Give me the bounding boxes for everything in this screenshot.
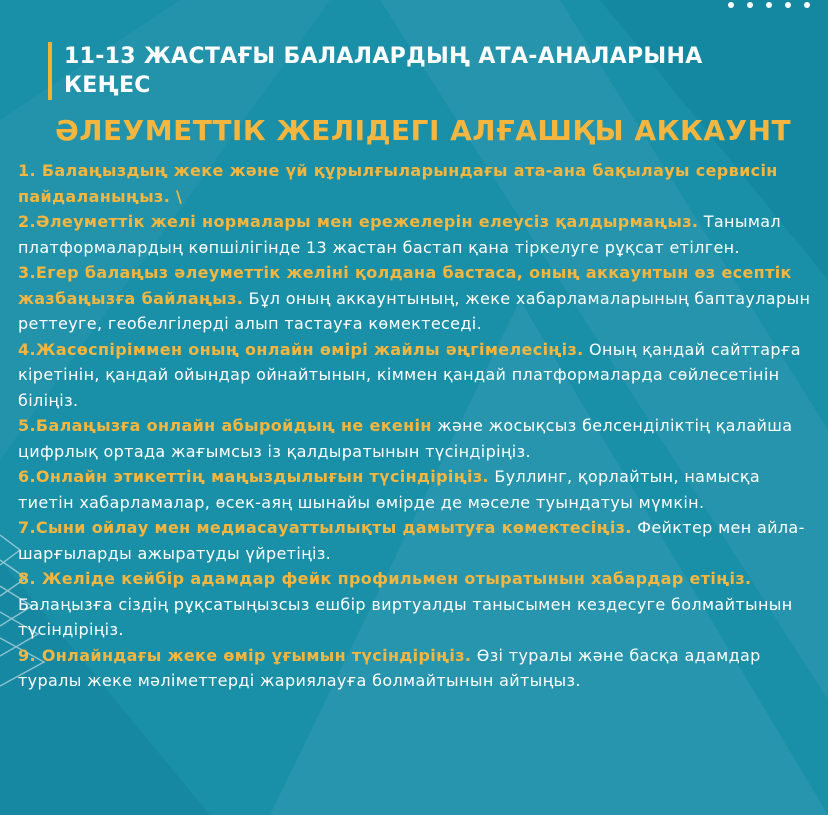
tip-item [18, 337, 818, 414]
header [48, 42, 824, 100]
tip-text: Буллинг, қорлайтын, намысқа тиетін хабарламалар, өсек-аяң шынайы өмірде де мәселе туындатуы мүмкін. [18, 467, 761, 512]
tip-item [18, 515, 818, 566]
tip-item [18, 413, 818, 464]
page-title [64, 42, 824, 100]
tip-heading: 7.Сыни ойлау мен медиасауаттылықты дамытуға көмектесіңіз. [18, 518, 632, 537]
tip-heading: 5.Балаңызға онлайн абыройдың не екенін [18, 416, 432, 435]
tip-heading: 3.Егер балаңыз әлеуметтік желіні қолдана бастаса, оның аккаунтын өз есептік жазбаңызға байлаңыз. [18, 263, 792, 308]
tip-heading: 6.Онлайн этикеттің маңыздылығын түсіндіріңіз. [18, 467, 489, 486]
tip-text: Бұл оның аккаунтының, жеке хабарламаларының баптауларын реттеуге, геобелгілерді алып тастауға көмектеседі. [18, 288, 811, 333]
dot [747, 2, 753, 8]
dot [728, 2, 734, 8]
decorative-dots [728, 2, 810, 8]
tip-item [18, 643, 818, 694]
tip-heading: 9. Онлайндағы жеке өмір ұғымын түсіндіріңіз. [18, 645, 472, 665]
tip-item [18, 260, 818, 337]
tip-item [18, 209, 818, 260]
tip-item [18, 566, 818, 643]
tip-text: Оның қандай сайттарға кіретінін, қандай ойындар ойнайтынын, кіммен қандай платформаларда сөйлесетінін біліңіз. [18, 339, 801, 410]
tip-heading: 2.Әлеуметтік желі нормалары мен ережелерін елеусіз қалдырмаңыз. [18, 212, 699, 231]
tips-list [18, 158, 818, 694]
dot [785, 2, 791, 8]
tip-text: Фейктер мен айла-шарғыларды ажыратуды үйретіңіз. [18, 518, 805, 563]
dot [804, 2, 810, 8]
tip-text: Танымал платформалардың көпшілігінде 13 жастан бастап қана тіркелуге рұқсат етілген. [18, 212, 782, 257]
tip-text: және жосықсыз белсенділіктің қалайша цифрлық ортада жағымсыз із қалдыратынын түсіндіріңіз. [18, 416, 793, 461]
tip-text: Балаңызға сіздің рұқсатыңызсыз ешбір виртуалды танысымен кездесуге болмайтынын түсіндіріңіз. [18, 594, 793, 639]
title-line-1: 11-13 ЖАСТАҒЫ БАЛАЛАРДЫҢ АТА-АНАЛАРЫНА [64, 44, 703, 69]
dot [766, 2, 772, 8]
tip-text: Өзі туралы және басқа адамдар туралы жеке мәліметтерді жариялауға болмайтынын айтыңыз. [18, 645, 761, 690]
tip-item [18, 464, 818, 515]
tip-item [18, 158, 818, 209]
tip-heading: 4.Жасөспіріммен оның онлайн өмірі жайлы әңгімелесіңіз. [18, 339, 584, 359]
title-line-2: КЕҢЕС [64, 73, 151, 98]
tip-heading: 8. Желіде кейбір адамдар фейк профильмен отыратынын хабардар етіңіз. [18, 569, 752, 588]
subtitle: ӘЛЕУМЕТТІК ЖЕЛІДЕГІ АЛҒАШҚЫ АККАУНТ [55, 114, 792, 147]
tip-heading: 1. Балаңыздың жеке және үй құрылғыларындағы ата-ана бақылауы сервисін пайдаланыңыз. \ [18, 161, 778, 206]
